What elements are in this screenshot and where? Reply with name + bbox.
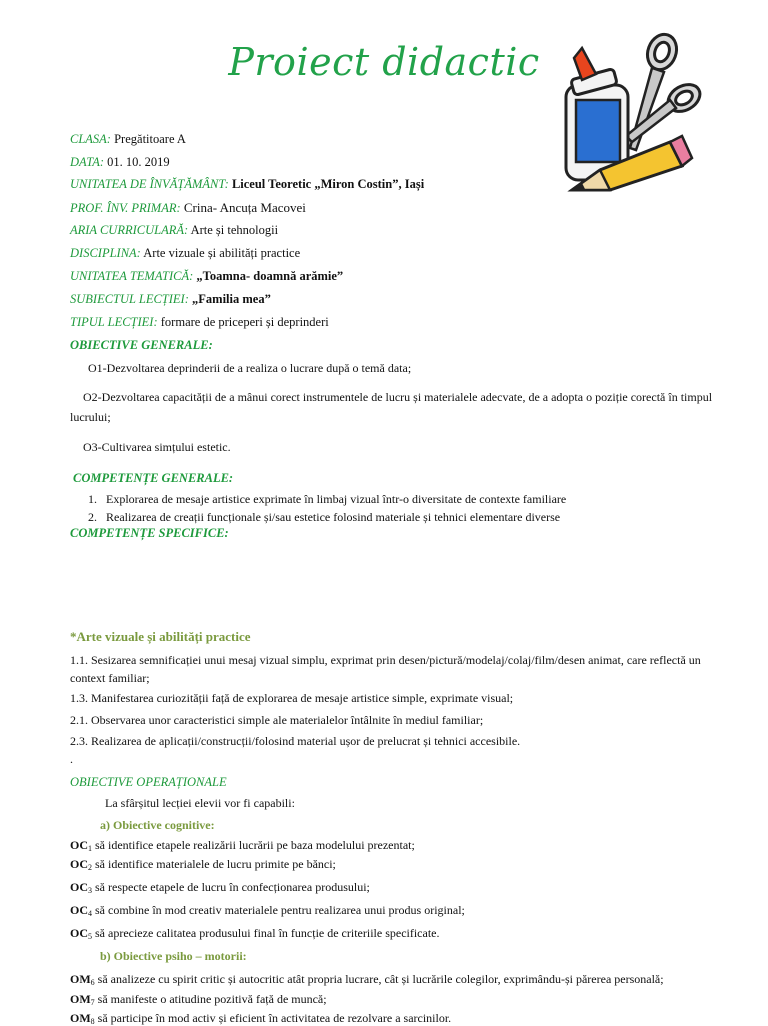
page-title: Proiect didactic <box>228 40 540 84</box>
field-unitatea: UNITATEA DE ÎNVĂȚĂMÂNT: Liceul Teoretic „Miron Costin”, Iași <box>70 177 425 191</box>
competenta-1-1: 1.1. Sesizarea semnificației unui mesaj vizual simplu, exprimat prin desen/pictură/modelaj/colaj/film/desen animat, care reflectă un <box>70 653 701 667</box>
glue-scissors-pencil-icon <box>552 30 702 195</box>
competenta-generala-2: 2. Realizarea de creații funcționale și/sau estetice folosind materiale și tehnici elementare diverse <box>88 510 561 524</box>
field-clasa: CLASA: Pregătitoare A <box>70 132 186 146</box>
competenta-2-3: 2.3. Realizarea de aplicații/construcții/folosind material ușor de prelucrat și tehnici accesibile. <box>70 734 521 748</box>
field-aria: ARIA CURRICULARĂ: Arte și tehnologii <box>70 223 279 237</box>
competenta-generala-1: 1. Explorarea de mesaje artistice exprimate în limbaj vizual într-o diversitate de contexte familiare <box>88 492 567 506</box>
competenta-2-1: 2.1. Observarea unor caracteristici simple ale materialelor întâlnite în mediul familiar; <box>70 713 484 727</box>
obiectiv-o2: O2-Dezvoltarea capacității de a mânui corect instrumentele de lucru și materialele adecvate, de a adopta o poziție corectă în timpul <box>83 390 713 404</box>
operationale-intro: La sfârșitul lecției elevii vor fi capabili: <box>105 796 295 810</box>
competente-specifice-heading: COMPETENȚE SPECIFICE: <box>70 526 229 540</box>
om-8: $OM_8$ să participe în mod activ și eficient în activitatea de rezolvare a sarcinilor. <box>70 1011 452 1026</box>
oc-4: $OC_4$ să combine în mod creativ materialele pentru realizarea unui produs original; <box>70 903 465 918</box>
competente-generale-heading: COMPETENȚE GENERALE: <box>73 471 234 485</box>
obiective-generale-heading: OBIECTIVE GENERALE: <box>70 338 213 352</box>
field-tipul: TIPUL LECȚIEI: formare de priceperi și deprinderi <box>70 315 329 329</box>
obiectiv-o2-cont: lucrului; <box>70 410 111 424</box>
field-unitatea-tematica: UNITATEA TEMATICĂ: „Toamna- doamnă arămie” <box>70 269 344 283</box>
field-profesor: PROF. ÎNV. PRIMAR: Crina- Ancuța Macovei <box>70 200 306 215</box>
om-6: $OM_6$ să analizeze cu spirit critic și autocritic atât propria lucrare, cât și lucrările colegilor, exprimându-și părerea personală; <box>70 972 664 987</box>
obiective-operationale-heading: OBIECTIVE OPERAȚIONALE <box>70 775 227 789</box>
om-7: $OM_7$ să manifeste o atitudine pozitivă față de muncă; <box>70 992 327 1007</box>
field-disciplina: DISCIPLINA: Arte vizuale și abilități practice <box>70 246 301 260</box>
field-data: DATA: 01. 10. 2019 <box>70 155 170 169</box>
oc-5: $OC_5$ să aprecieze calitatea produsului final în funcție de criteriile specificate. <box>70 926 440 941</box>
separator-dot: . <box>70 752 73 766</box>
competenta-1-1-cont: context familiar; <box>70 671 150 685</box>
subject-heading: *Arte vizuale și abilități practice <box>70 629 251 644</box>
field-subiect: SUBIECTUL LECȚIEI: „Familia mea” <box>70 292 271 306</box>
competenta-1-3: 1.3. Manifestarea curiozității față de explorarea de mesaje artistice simple, exprimate visual; <box>70 691 514 705</box>
obiectiv-o1: O1-Dezvoltarea deprinderii de a realiza o lucrare după o temă data; <box>88 361 412 375</box>
oc-2: $OC_2$ să identifice materialele de lucru primite pe bănci; <box>70 857 336 872</box>
oc-1: $OC_1$ să identifice etapele realizării lucrării pe baza modelului prezentat; <box>70 838 415 853</box>
cognitive-heading: a) Obiective cognitive: <box>100 818 215 832</box>
psiho-motorii-heading: b) Obiective psiho – motorii: <box>100 949 247 963</box>
oc-3: $OC_3$ să respecte etapele de lucru în confecționarea produsului; <box>70 880 370 895</box>
obiectiv-o3: O3-Cultivarea simțului estetic. <box>83 440 231 454</box>
